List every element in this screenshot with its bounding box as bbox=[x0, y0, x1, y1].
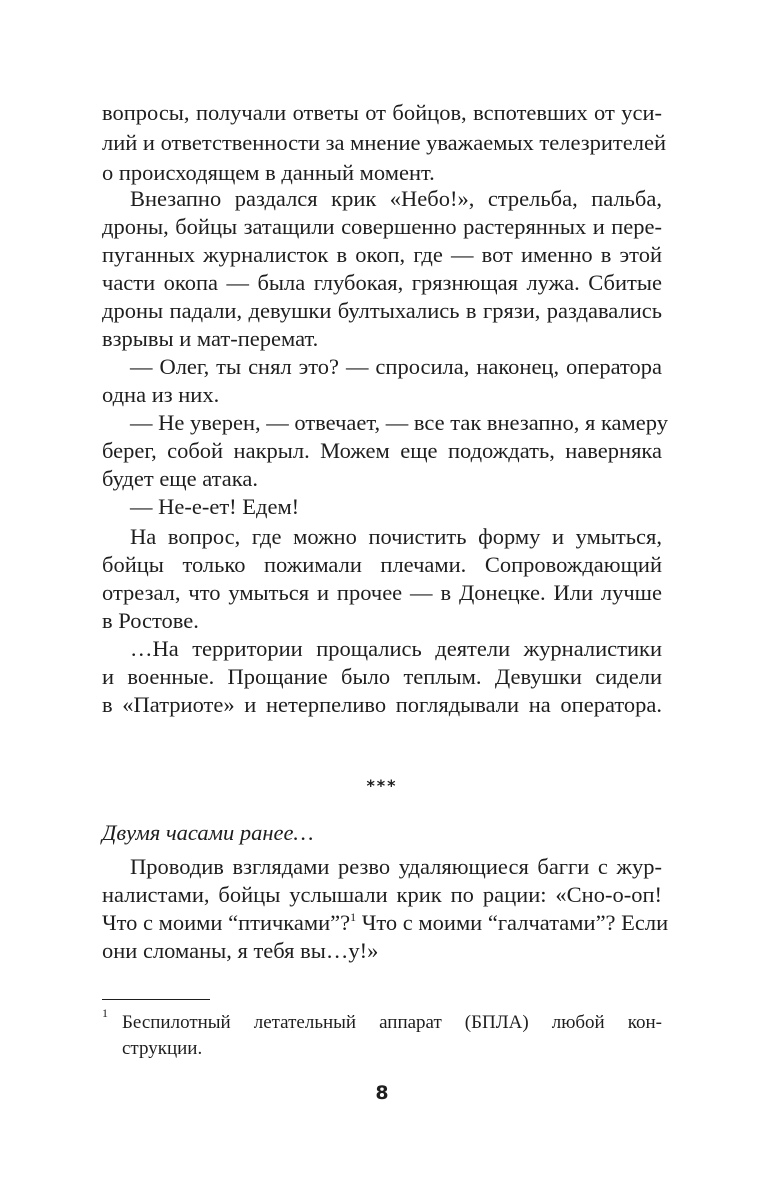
text-line: — Олег, ты снял это? — спросила, наконец, оператора bbox=[130, 354, 662, 379]
text-line: Проводив взглядами резво удаляющиеся багги с жур- bbox=[130, 854, 662, 879]
text-line: о происходящем в данный момент. bbox=[102, 160, 435, 185]
text-line: лий и ответственности за мнение уважаемых телезрителей bbox=[102, 130, 666, 155]
text-line: берег, собой накрыл. Можем еще подождать, наверняка bbox=[102, 438, 662, 463]
text-line: Внезапно раздался крик «Небо!», стрельба, пальба, bbox=[130, 186, 662, 211]
text-line: одна из них. bbox=[102, 382, 220, 407]
text-line: они сломаны, я тебя вы…у!» bbox=[102, 938, 379, 963]
section-heading: Двумя часами ранее… bbox=[102, 820, 314, 845]
text-line: бойцы только пожимали плечами. Сопровождающий bbox=[102, 552, 662, 577]
footnote-divider bbox=[102, 999, 210, 1000]
text-fragment: Что с моими “галчатами”? Если bbox=[356, 910, 669, 935]
text-line: …На территории прощались деятели журналистики bbox=[130, 636, 662, 661]
text-line: налистами, бойцы услышали крик по рации: «Сно-о-оп! bbox=[102, 882, 662, 907]
text-line: в Ростове. bbox=[102, 608, 199, 633]
text-line: На вопрос, где можно почистить форму и умыться, bbox=[130, 524, 662, 549]
footnote-line: Беспилотный летательный аппарат (БПЛА) любой кон- bbox=[122, 1012, 662, 1033]
book-page bbox=[102, 0, 669, 1200]
text-line: вопросы, получали ответы от бойцов, вспотевших от уси- bbox=[102, 100, 662, 125]
footnote-number: 1 bbox=[102, 1006, 108, 1020]
text-fragment: Что с моими “птичками”? bbox=[102, 910, 351, 935]
footnote-line: струкции. bbox=[122, 1038, 203, 1059]
text-line: дроны, бойцы затащили совершенно растерянных и пере- bbox=[102, 214, 662, 239]
text-line bbox=[102, 908, 669, 938]
text-line: взрывы и мат-перемат. bbox=[102, 326, 319, 351]
footnote-reference[interactable]: 1 bbox=[350, 910, 357, 924]
text-line: пуганных журналисток в окоп, где — вот именно в этой bbox=[102, 242, 662, 267]
text-line: будет еще атака. bbox=[102, 466, 258, 491]
text-line: — Не уверен, — отвечает, — все так внезапно, я камеру bbox=[130, 410, 668, 435]
text-line: отрезал, что умыться и прочее — в Донецке. Или лучше bbox=[102, 580, 662, 605]
text-line: части окопа — была глубокая, грязнющая лужа. Сбитые bbox=[102, 270, 662, 295]
text-line: и военные. Прощание было теплым. Девушки сидели bbox=[102, 664, 662, 689]
text-line: — Не-е-ет! Едем! bbox=[130, 494, 300, 519]
page-number: 8 bbox=[375, 1082, 389, 1104]
section-separator: *** bbox=[366, 776, 398, 795]
text-line: дроны падали, девушки бултыхались в грязи, раздавались bbox=[102, 298, 662, 323]
text-line: в «Патриоте» и нетерпеливо поглядывали на оператора. bbox=[102, 692, 662, 717]
